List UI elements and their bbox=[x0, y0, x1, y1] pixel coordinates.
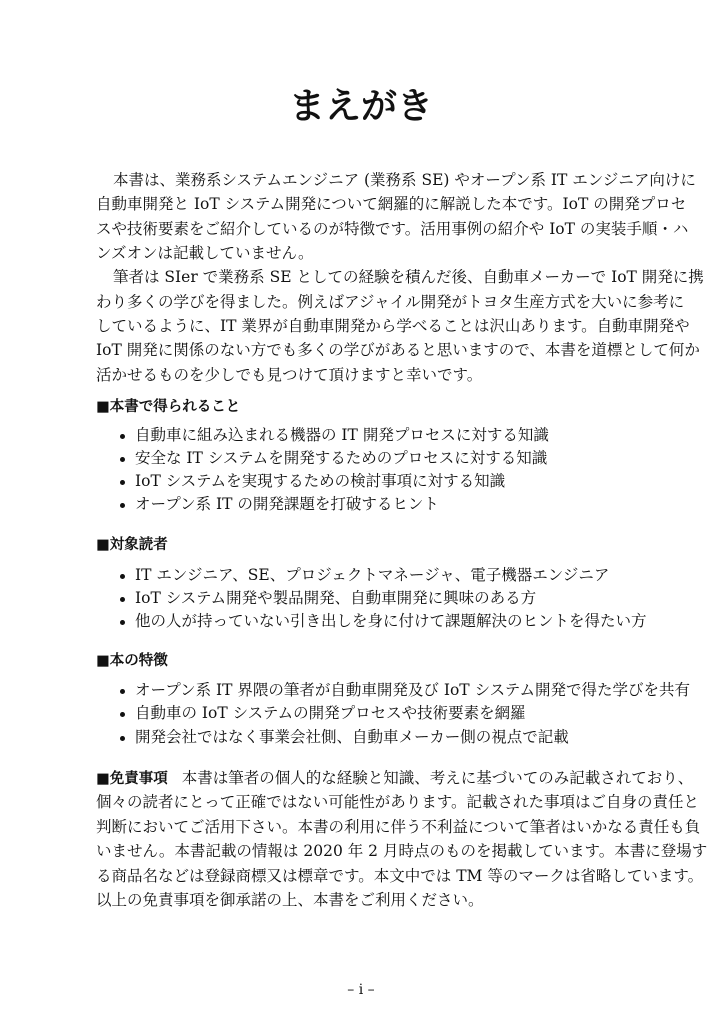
page-number: – i – bbox=[347, 982, 375, 998]
list-item bbox=[120, 471, 505, 491]
list-item-text: 開発会社ではなく事業会社側、自動車メーカー側の視点で記載 bbox=[135, 728, 569, 746]
bullet-icon bbox=[120, 689, 125, 694]
disclaimer-line: 以上の免責事項を御承諾の上、本書をご利用ください。 bbox=[96, 891, 484, 909]
list-item bbox=[120, 680, 690, 700]
list-item-text: IT エンジニア、SE、プロジェクトマネージャ、電子機器エンジニア bbox=[135, 566, 610, 584]
intro-line: スや技術要素をご紹介しているのが特徴です。活用事例の紹介や IoT の実装手順・ハ bbox=[96, 220, 689, 238]
intro-line: 活かせるものを少しでも見つけて頂けますと幸いです。 bbox=[96, 366, 483, 384]
list-item bbox=[120, 448, 547, 468]
disclaimer-line: いません。本書記載の情報は 2020 年 2 月時点のものを掲載しています。本書に登場す bbox=[96, 842, 708, 860]
list-item-text: 他の人が持っていない引き出しを身に付けて課題解決のヒントを得たい方 bbox=[135, 612, 647, 630]
bullet-icon bbox=[120, 712, 125, 717]
intro-line: 筆者は SIer で業務系 SE としての経験を積んだ後、自動車メーカーで IoT 開発に携 bbox=[113, 268, 704, 286]
list-item bbox=[120, 425, 549, 445]
disclaimer-line: 判断においてご活用下さい。本書の利用に伴う不利益について筆者はいかなる責任も負 bbox=[96, 818, 701, 836]
list-item bbox=[120, 588, 536, 608]
list-item bbox=[120, 703, 526, 723]
disclaimer-heading: ■免責事項 bbox=[96, 771, 168, 787]
list-item-text: 自動車の IoT システムの開発プロセスや技術要素を網羅 bbox=[135, 704, 526, 722]
bullet-icon bbox=[120, 503, 125, 508]
page-title: まえがき bbox=[288, 86, 433, 127]
intro-line: 自動車開発と IoT システム開発について網羅的に解説した本です。IoT の開発プロセ bbox=[96, 195, 687, 213]
bullet-icon bbox=[120, 597, 125, 602]
list-item bbox=[120, 565, 609, 585]
list-item-text: IoT システム開発や製品開発、自動車開発に興味のある方 bbox=[135, 589, 537, 607]
section-heading: ■本書で得られること bbox=[96, 399, 241, 415]
disclaimer-text: 本書は筆者の個人的な経験と知識、考えに基づいてのみ記載されており、 bbox=[181, 769, 694, 787]
section-heading: ■本の特徴 bbox=[96, 653, 168, 669]
disclaimer-line bbox=[96, 768, 694, 789]
intro-line: しているように、IT 業界が自動車開発から学べることは沢山あります。自動車開発や bbox=[96, 317, 690, 335]
bullet-icon bbox=[120, 457, 125, 462]
bullet-icon bbox=[120, 620, 125, 625]
intro-line: IoT 開発に関係のない方でも多くの学びがあると思いますので、本書を道標として何か bbox=[96, 341, 700, 359]
section-heading: ■対象読者 bbox=[96, 537, 168, 553]
intro-line: ンズオンは記載していません。 bbox=[96, 244, 314, 262]
bullet-icon bbox=[120, 736, 125, 741]
disclaimer-line: る商品名などは登録商標又は標章です。本文中では TM 等のマークは省略しています。 bbox=[96, 867, 704, 885]
intro-line: 本書は、業務系システムエンジニア (業務系 SE) やオープン系 IT エンジニア向けに bbox=[113, 171, 696, 189]
bullet-icon bbox=[120, 574, 125, 579]
intro-line: わり多くの学びを得ました。例えばアジャイル開発がトヨタ生産方式を大いに参考に bbox=[96, 293, 685, 311]
list-item-text: オープン系 IT 界隈の筆者が自動車開発及び IoT システム開発で得た学びを共有 bbox=[135, 681, 691, 699]
list-item bbox=[120, 494, 439, 514]
list-item-text: オープン系 IT の開発課題を打破するヒント bbox=[135, 495, 439, 513]
list-item-text: 安全な IT システムを開発するためのプロセスに対する知識 bbox=[135, 449, 548, 467]
list-item bbox=[120, 611, 647, 631]
list-item-text: 自動車に組み込まれる機器の IT 開発プロセスに対する知識 bbox=[135, 426, 549, 444]
list-item-text: IoT システムを実現するための検討事項に対する知識 bbox=[135, 472, 506, 490]
disclaimer-line: 個々の読者にとって正確ではない可能性があります。記載された事項はご自身の責任と bbox=[96, 793, 699, 811]
list-item bbox=[120, 727, 569, 747]
bullet-icon bbox=[120, 434, 125, 439]
bullet-icon bbox=[120, 480, 125, 485]
